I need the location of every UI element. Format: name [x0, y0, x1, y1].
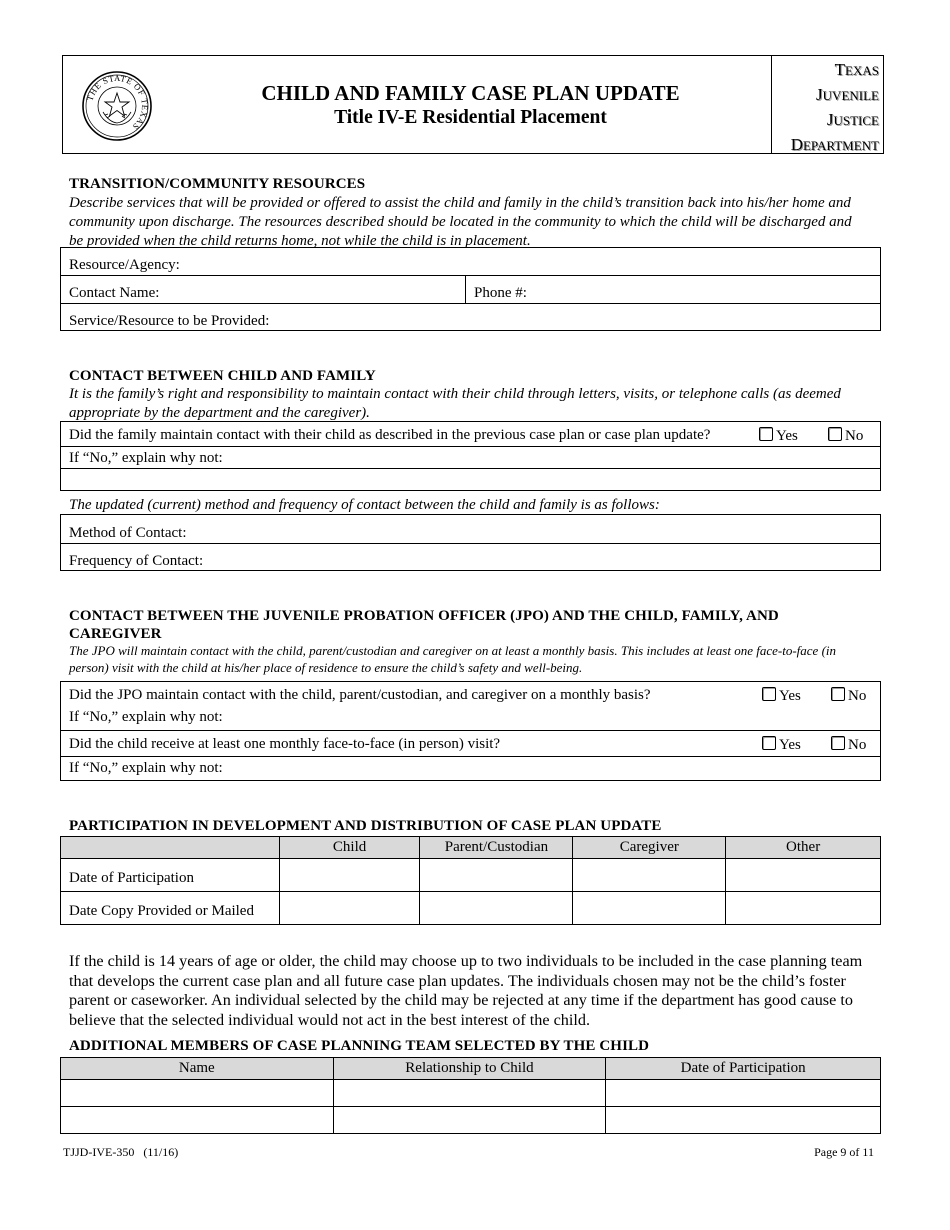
table-row — [61, 892, 881, 925]
table-row — [61, 1107, 881, 1134]
checkbox-icon — [762, 687, 776, 701]
agency-line-rest: USTICE — [833, 113, 879, 128]
additional-col-name: Name — [61, 1058, 334, 1080]
phone-label: Phone #: — [474, 285, 527, 301]
table-row — [61, 859, 881, 892]
contact-name-field[interactable] — [61, 276, 465, 303]
participation-table — [60, 836, 881, 925]
phone-field[interactable] — [466, 276, 880, 303]
form-subtitle: Title IV-E Residential Placement — [334, 107, 607, 128]
face-to-face-yes-checkbox[interactable]: Yes — [762, 736, 801, 754]
form-header — [62, 55, 884, 154]
checkbox-icon — [762, 736, 776, 750]
frequency-of-contact-field[interactable]: Frequency of Contact: — [69, 553, 204, 569]
agency-line-initial: T — [834, 60, 846, 79]
participation-cell[interactable] — [420, 859, 573, 892]
participation-cell[interactable] — [420, 892, 573, 925]
member-relationship-cell[interactable] — [333, 1107, 606, 1134]
agency-block — [771, 55, 885, 154]
participation-col-blank — [61, 837, 280, 859]
additional-members-heading: ADDITIONAL MEMBERS OF CASE PLANNING TEAM SELECTED BY THE CHILD — [69, 1038, 650, 1054]
member-date-cell[interactable] — [606, 1080, 881, 1107]
participation-cell[interactable] — [279, 892, 420, 925]
participation-cell[interactable] — [573, 859, 726, 892]
participation-cell[interactable] — [726, 859, 881, 892]
participation-header-row — [61, 837, 881, 859]
agency-line — [791, 133, 879, 158]
jpo-contact-description: The JPO will maintain contact with the child, parent/custodian and caregiver on at least a monthly basis. This includes at least one face-to-face (in person) visit with the child at his/her place of residence to ensure the child’s safety and well-being. — [69, 643, 837, 675]
date-copy-provided-label: Date Copy Provided or Mailed — [61, 892, 280, 925]
additional-header-row — [61, 1058, 881, 1080]
resource-agency-field[interactable] — [61, 248, 880, 275]
member-date-cell[interactable] — [606, 1107, 881, 1134]
jpo-contact-heading: CONTACT BETWEEN THE JUVENILE PROBATION OFFICER (JPO) AND THE CHILD, FAMILY, AND CAREGIVER — [69, 608, 779, 642]
agency-line-initial: J — [826, 110, 834, 129]
checkbox-icon — [759, 427, 773, 441]
participation-col-caregiver: Caregiver — [573, 837, 726, 859]
additional-col-relationship: Relationship to Child — [333, 1058, 606, 1080]
agency-line-initial: D — [790, 135, 803, 154]
agency-name — [791, 58, 879, 158]
family-contact-explain-answer[interactable] — [61, 469, 880, 491]
table-row — [61, 1080, 881, 1107]
contact-method-box — [60, 514, 881, 571]
family-contact-no-checkbox[interactable]: No — [828, 427, 863, 445]
face-to-face-question: Did the child receive at least one monthly face-to-face (in person) visit? Yes No — [69, 736, 867, 753]
agency-line — [791, 58, 879, 83]
additional-members-table — [60, 1057, 881, 1134]
service-resource-field[interactable] — [61, 304, 880, 331]
participation-cell[interactable] — [726, 892, 881, 925]
family-contact-explain-field[interactable]: If “No,” explain why not: — [69, 450, 223, 466]
family-contact-description: It is the family’s right and responsibility to maintain contact with their child through letters, visits, or telephone calls (as deemed appropriate by the department and the caregiver). — [69, 386, 841, 421]
contact-name-label: Contact Name: — [69, 285, 160, 301]
checkbox-icon — [828, 427, 842, 441]
participation-col-other: Other — [726, 837, 881, 859]
jpo-monthly-explain-field[interactable]: If “No,” explain why not: — [69, 709, 223, 725]
jpo-monthly-yes-checkbox[interactable]: Yes — [762, 687, 801, 705]
family-contact-yes-checkbox[interactable]: Yes — [759, 427, 798, 445]
agency-line — [791, 83, 879, 108]
method-of-contact-field[interactable]: Method of Contact: — [69, 525, 187, 541]
page-number: Page 9 of 11 — [814, 1145, 874, 1159]
additional-members-paragraph: If the child is 14 years of age or older, the child may choose up to two individuals to be included in the case planning team that develops the current case plan and all future case plan updates. The individuals chosen may not be the child’s foster parent or caseworker. An individual selected by the child may be rejected at any time if the department has good cause to believe that the selected individual would not act in the best interest of the child. — [69, 952, 863, 1029]
member-relationship-cell[interactable] — [333, 1080, 606, 1107]
participation-cell[interactable] — [573, 892, 726, 925]
participation-heading: PARTICIPATION IN DEVELOPMENT AND DISTRIBUTION OF CASE PLAN UPDATE — [69, 818, 662, 834]
form-title: CHILD AND FAMILY CASE PLAN UPDATE — [261, 81, 680, 105]
family-contact-heading: CONTACT BETWEEN CHILD AND FAMILY — [69, 368, 376, 384]
transition-heading: TRANSITION/COMMUNITY RESOURCES — [69, 176, 366, 192]
seal-text: THE STATE OF TEXAS — [84, 72, 151, 133]
face-to-face-explain-field[interactable]: If “No,” explain why not: — [69, 760, 223, 776]
date-of-participation-label: Date of Participation — [61, 859, 280, 892]
jpo-contact-box — [60, 681, 881, 781]
state-seal-icon — [81, 70, 153, 142]
checkbox-icon — [831, 736, 845, 750]
form-id: TJJD-IVE-350 (11/16) — [63, 1145, 179, 1159]
member-name-cell[interactable] — [61, 1080, 334, 1107]
transition-resources-box — [60, 247, 881, 331]
service-resource-label: Service/Resource to be Provided: — [69, 313, 270, 329]
participation-col-child: Child — [279, 837, 420, 859]
participation-col-parent: Parent/Custodian — [420, 837, 573, 859]
agency-line-rest: UVENILE — [822, 88, 879, 103]
updated-contact-note: The updated (current) method and frequency of contact between the child and family is as follows: — [69, 497, 660, 513]
jpo-monthly-no-checkbox[interactable]: No — [831, 687, 866, 705]
agency-line-rest: EPARTMENT — [802, 138, 879, 153]
transition-description: Describe services that will be provided or offered to assist the child and family in the child’s transition back into his/her home and community upon discharge. The resources described should be located in the community to which the child will be discharged and be provided when the child returns home, not while the child is in placement. — [69, 195, 852, 249]
resource-agency-label: Resource/Agency: — [69, 257, 180, 273]
face-to-face-no-checkbox[interactable]: No — [831, 736, 866, 754]
agency-line-initial: J — [816, 85, 823, 104]
additional-col-date: Date of Participation — [606, 1058, 881, 1080]
member-name-cell[interactable] — [61, 1107, 334, 1134]
agency-line — [791, 108, 879, 133]
jpo-monthly-question: Did the JPO maintain contact with the child, parent/custodian, and caregiver on a monthly basis? Yes No — [69, 687, 867, 704]
family-contact-question: Did the family maintain contact with their child as described in the previous case plan or case plan update? Yes No — [69, 427, 864, 444]
family-contact-box — [60, 421, 881, 491]
agency-line-rest: EXAS — [845, 63, 879, 78]
checkbox-icon — [831, 687, 845, 701]
participation-cell[interactable] — [279, 859, 420, 892]
